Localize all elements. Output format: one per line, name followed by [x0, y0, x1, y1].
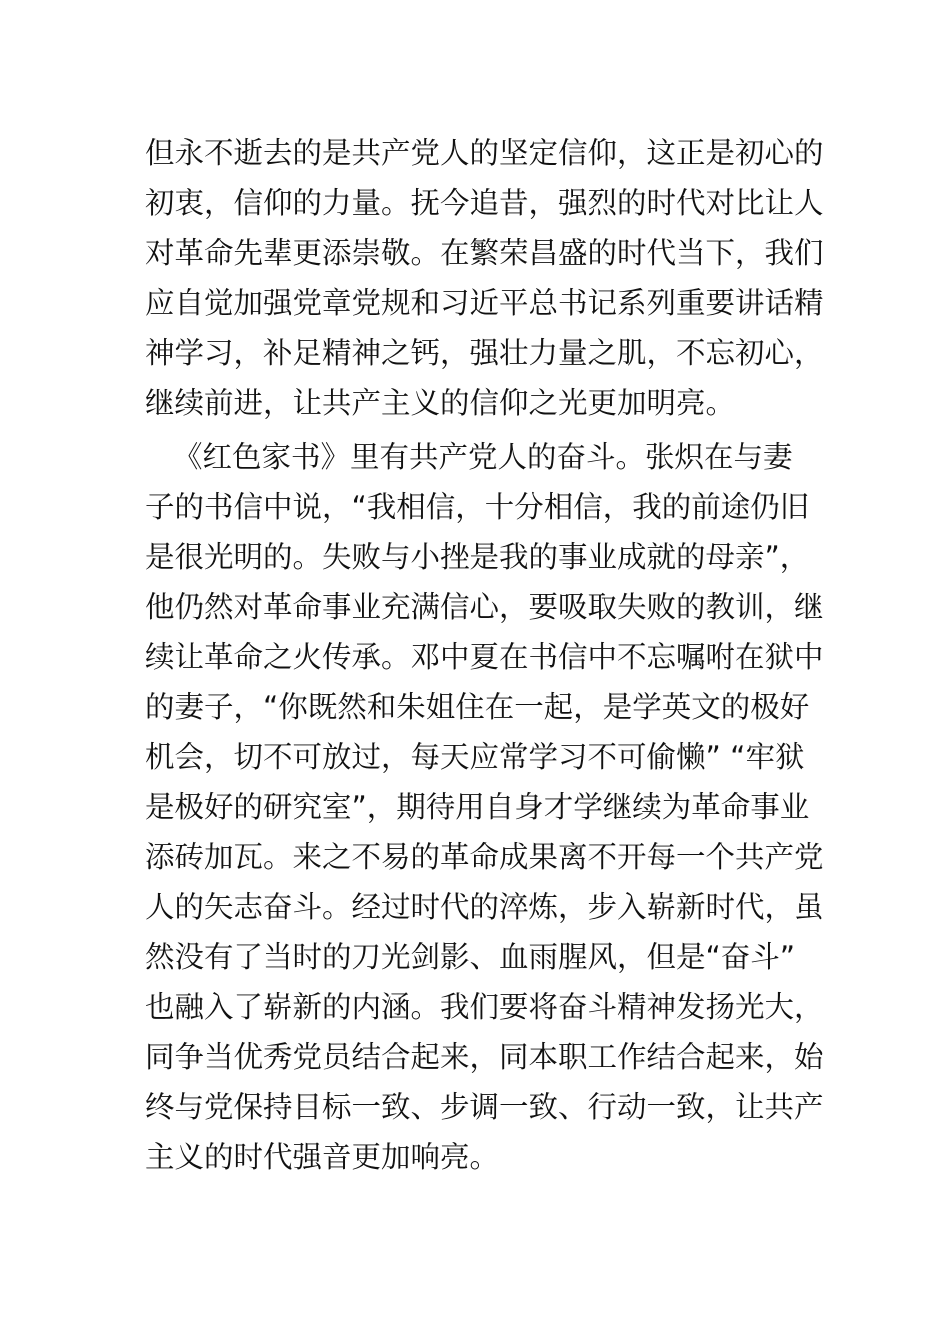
paragraph-line: 神学习，补足精神之钙，强壮力量之肌，不忘初心， [145, 336, 824, 370]
paragraph-line: 添砖加瓦。来之不易的革命成果离不开每一个共产党 [145, 840, 824, 874]
paragraph-first-line: 《红色家书》里有共产党人的奋斗。张炽在与妻 [173, 440, 793, 474]
paragraph-line: 继续前进，让共产主义的信仰之光更加明亮。 [145, 386, 736, 420]
paragraph-line: 他仍然对革命事业充满信心，要吸取失败的教训，继 [145, 590, 824, 624]
paragraph-line: 子的书信中说，“我相信，十分相信，我的前途仍旧 [145, 490, 810, 524]
paragraph-line: 同争当优秀党员结合起来，同本职工作结合起来，始 [145, 1040, 824, 1074]
paragraph-line: 对革命先辈更添崇敬。在繁荣昌盛的时代当下，我们 [145, 236, 824, 270]
paragraph-line: 但永不逝去的是共产党人的坚定信仰，这正是初心的 [145, 136, 824, 170]
paragraph-line: 初衷，信仰的力量。抚今追昔，强烈的时代对比让人 [145, 186, 824, 220]
paragraph-line: 是很光明的。失败与小挫是我的事业成就的母亲”， [145, 540, 810, 574]
paragraph-line: 机会，切不可放过，每天应常学习不可偷懒” “牢狱 [145, 740, 805, 774]
paragraph-line: 人的矢志奋斗。经过时代的淬炼，步入崭新时代，虽 [145, 890, 824, 924]
paragraph-line: 的妻子，“你既然和朱姐住在一起，是学英文的极好 [145, 690, 810, 724]
paragraph-line: 续让革命之火传承。邓中夏在书信中不忘嘱咐在狱中 [145, 640, 824, 674]
paragraph-line: 应自觉加强党章党规和习近平总书记系列重要讲话精 [145, 286, 824, 320]
paragraph-2 [145, 432, 824, 1182]
paragraph-line: 然没有了当时的刀光剑影、血雨腥风，但是“奋斗” [145, 940, 796, 974]
paragraph-line: 是极好的研究室”，期待用自身才学继续为革命事业 [145, 790, 810, 824]
paragraph-line: 也融入了崭新的内涵。我们要将奋斗精神发扬光大， [145, 990, 824, 1024]
paragraph-line: 终与党保持目标一致、步调一致、行动一致，让共产 [145, 1090, 824, 1124]
paragraph-line: 主义的时代强音更加响亮。 [145, 1140, 500, 1174]
paragraph-1 [145, 128, 824, 428]
